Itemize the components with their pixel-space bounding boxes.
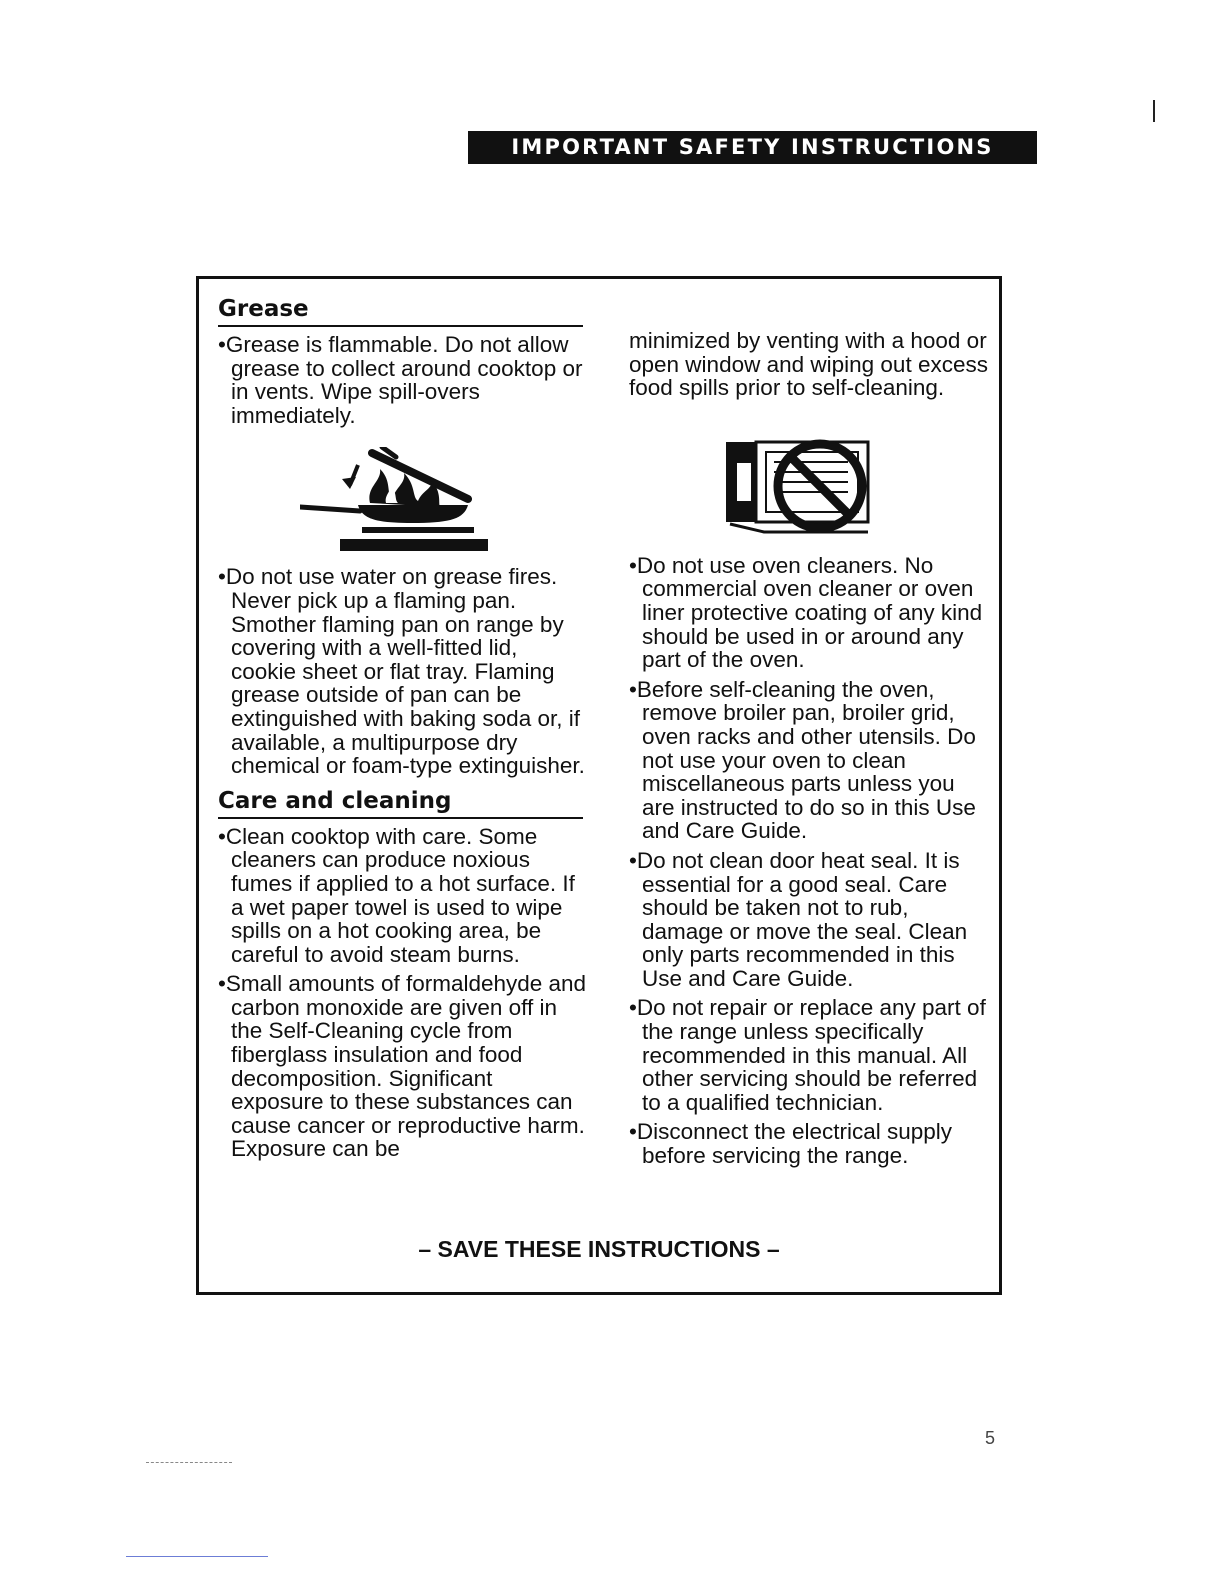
right-column (629, 329, 989, 1174)
grease-title: Grease (218, 296, 583, 327)
care-cleaning-title: Care and cleaning (218, 788, 583, 819)
flaming-pan-lid-icon (300, 447, 500, 555)
grease-paragraph-1: •Grease is flammable. Do not allow grease to collect around cooktop or in vents. Wipe spill-overs immediately. (218, 332, 583, 428)
repair-paragraph: •Do not repair or replace any part of the range unless specifically recommended in this manual. All other servicing should be referred to a qualified technician. (629, 995, 986, 1115)
grease-paragraph-2: •Do not use water on grease fires. Never pick up a flaming pan. Smother flaming pan on range by covering with a well-fitted lid, cookie sheet or flat tray. Flaming grease outside of pan can be extinguished with baking soda or, if available, a multipurpose dry chemical or foam-type extinguisher. (218, 564, 585, 779)
continued-paragraph: minimized by venting with a hood or open window and wiping out excess food spills prior to self-cleaning. (629, 328, 988, 401)
no-oven-cleaner-icon (724, 428, 874, 542)
page-number: 5 (985, 1428, 996, 1448)
scan-artifact-dash (146, 1462, 232, 1463)
save-instructions-footer: – SAVE THESE INSTRUCTIONS – (418, 1236, 780, 1262)
door-seal-paragraph: •Do not clean door heat seal. It is essential for a good seal. Care should be taken not to rub, damage or move the seal. Clean only parts recommended in this Use and Care Guide. (629, 847, 968, 991)
oven-cleaners-paragraph: •Do not use oven cleaners. No commercial oven cleaner or oven liner protective coating of any kind should be used in or around any part of the oven. (629, 552, 983, 673)
left-column (218, 296, 588, 1167)
care-paragraph-1: •Clean cooktop with care. Some cleaners can produce noxious fumes if applied to a hot surface. If a wet paper towel is used to wipe spills on a hot cooking area, be careful to avoid steam burns. (218, 823, 575, 967)
header-title: IMPORTANT SAFETY INSTRUCTIONS (468, 131, 1037, 164)
scan-artifact-rule (126, 1556, 268, 1557)
disconnect-paragraph: •Disconnect the electrical supply before servicing the range. (629, 1119, 953, 1169)
self-cleaning-paragraph: •Before self-cleaning the oven, remove broiler pan, broiler grid, oven racks and other utensils. Do not use your oven to clean miscellaneous parts unless you are instructed to do so in this Use and Care Guide. (629, 676, 976, 844)
care-paragraph-2: •Small amounts of formaldehyde and carbon monoxide are given off in the Self-Cleaning cycle from fiberglass insulation and food decomposition. Significant exposure to these substances can cause cancer or reproductive harm. Exposure can be (218, 971, 587, 1162)
margin-tick (1153, 100, 1155, 122)
